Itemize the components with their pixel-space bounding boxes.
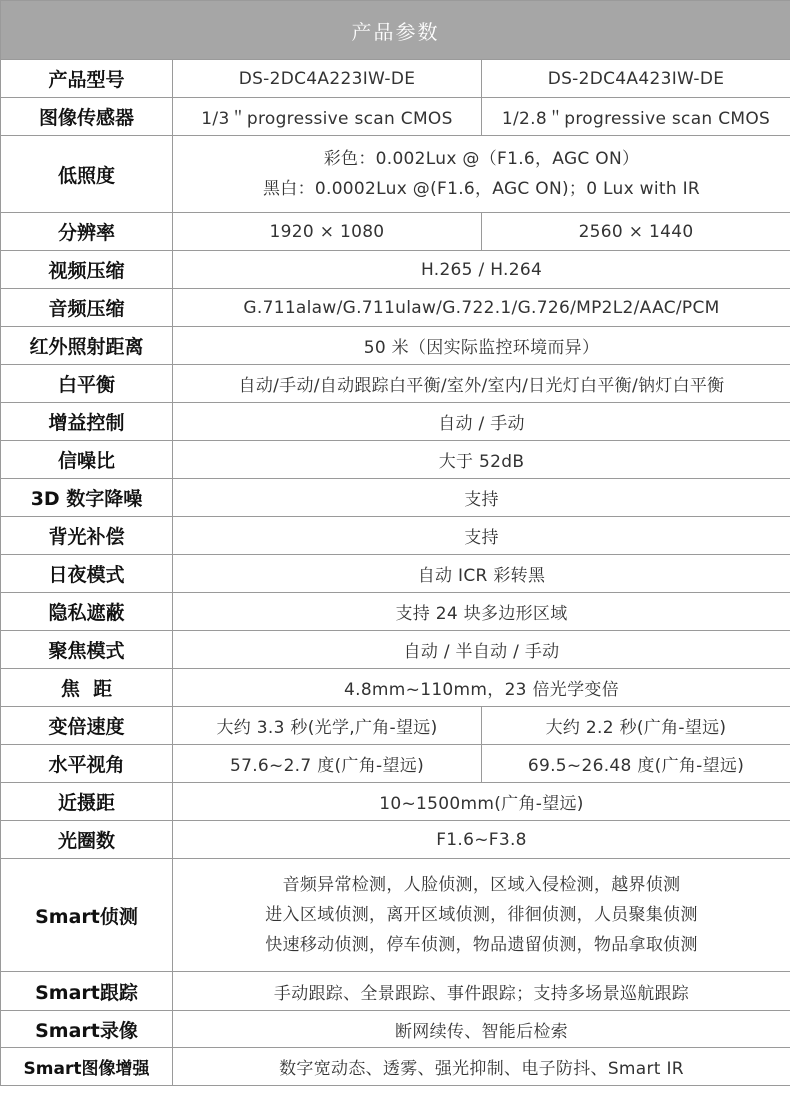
row-value: 自动/手动/自动跟踪白平衡/室外/室内/日光灯白平衡/钠灯白平衡 <box>173 365 790 403</box>
table-title: 产品参数 <box>1 1 790 60</box>
row-label: 日夜模式 <box>1 555 173 593</box>
row-value: 自动 ICR 彩转黑 <box>173 555 790 593</box>
row-blc <box>1 517 790 555</box>
row-label: 聚焦模式 <box>1 631 173 669</box>
row-video-codec <box>1 251 790 289</box>
row-label: 信噪比 <box>1 441 173 479</box>
low-light-color: 彩色：0.002Lux @（F1.6，AGC ON） <box>323 149 640 169</box>
row-label: 视频压缩 <box>1 251 173 289</box>
row-label: 白平衡 <box>1 365 173 403</box>
row-label: Smart跟踪 <box>1 972 173 1011</box>
row-value: 自动 / 半自动 / 手动 <box>173 631 790 669</box>
row-focal <box>1 669 790 707</box>
zoom-speed-value-2: 大约 2.2 秒(广角-望远) <box>482 707 790 745</box>
row-aperture <box>1 821 790 859</box>
row-label: 近摄距 <box>1 783 173 821</box>
row-resolution <box>1 213 790 251</box>
row-min-distance <box>1 783 790 821</box>
row-label: 光圈数 <box>1 821 173 859</box>
row-gain <box>1 403 790 441</box>
row-focus <box>1 631 790 669</box>
row-smart-enhance <box>1 1048 790 1086</box>
sensor-value-2: 1/2.8＂progressive scan CMOS <box>482 98 790 136</box>
row-value: G.711alaw/G.711ulaw/G.722.1/G.726/MP2L2/AAC/PCM <box>173 289 790 327</box>
smart-detect-line: 进入区域侦测，离开区域侦测，徘徊侦测，人员聚集侦测 <box>265 905 698 925</box>
row-label: 隐私遮蔽 <box>1 593 173 631</box>
row-privacy <box>1 593 790 631</box>
row-label: 低照度 <box>1 136 173 213</box>
row-label: 分辨率 <box>1 213 173 251</box>
row-smart-detect <box>1 859 790 972</box>
row-value: 50 米（因实际监控环境而异） <box>173 327 790 365</box>
row-dnr <box>1 479 790 517</box>
row-low-light <box>1 136 790 213</box>
hfov-value-2: 69.5~26.48 度(广角-望远) <box>482 745 790 783</box>
row-snr <box>1 441 790 479</box>
resolution-value-2: 2560 × 1440 <box>482 213 790 251</box>
row-value: 手动跟踪、全景跟踪、事件跟踪；支持多场景巡航跟踪 <box>173 972 790 1011</box>
row-value: 数字宽动态、透雾、强光抑制、电子防抖、Smart IR <box>173 1048 790 1086</box>
smart-detect-line: 快速移动侦测，停车侦测，物品遗留侦测，物品拿取侦测 <box>265 935 698 955</box>
row-day-night <box>1 555 790 593</box>
row-smart-track <box>1 972 790 1011</box>
row-label: 焦 距 <box>1 669 173 707</box>
row-value: 10~1500mm(广角-望远) <box>173 783 790 821</box>
row-label: 红外照射距离 <box>1 327 173 365</box>
smart-detect-line: 音频异常检测，人脸侦测，区域入侵检测，越界侦测 <box>282 875 681 895</box>
row-label: Smart侦测 <box>1 859 173 972</box>
row-audio-codec <box>1 289 790 327</box>
row-label: 3D 数字降噪 <box>1 479 173 517</box>
model-1: DS-2DC4A223IW-DE <box>173 60 482 98</box>
row-value: 自动 / 手动 <box>173 403 790 441</box>
row-value: 支持 <box>173 479 790 517</box>
resolution-value-1: 1920 × 1080 <box>173 213 482 251</box>
row-label: Smart录像 <box>1 1011 173 1048</box>
row-value: 大于 52dB <box>173 441 790 479</box>
row-value: 支持 24 块多边形区域 <box>173 593 790 631</box>
row-value: F1.6~F3.8 <box>173 821 790 859</box>
row-smart-record <box>1 1011 790 1048</box>
row-white-balance <box>1 365 790 403</box>
row-label: Smart图像增强 <box>1 1048 173 1086</box>
row-label: 增益控制 <box>1 403 173 441</box>
row-value: 断网续传、智能后检索 <box>173 1011 790 1048</box>
row-hfov <box>1 745 790 783</box>
row-label: 产品型号 <box>1 60 173 98</box>
smart-detect-value <box>173 859 790 972</box>
hfov-value-1: 57.6~2.7 度(广角-望远) <box>173 745 482 783</box>
row-value: 支持 <box>173 517 790 555</box>
row-label: 变倍速度 <box>1 707 173 745</box>
zoom-speed-value-1: 大约 3.3 秒(光学,广角-望远) <box>173 707 482 745</box>
title-row <box>1 1 790 60</box>
row-sensor <box>1 98 790 136</box>
row-model <box>1 60 790 98</box>
row-label: 音频压缩 <box>1 289 173 327</box>
row-value: 4.8mm~110mm，23 倍光学变倍 <box>173 669 790 707</box>
low-light-bw: 黑白：0.0002Lux @(F1.6，AGC ON)；0 Lux with IR <box>262 179 701 199</box>
sensor-value-1: 1/3＂progressive scan CMOS <box>173 98 482 136</box>
row-ir-range <box>1 327 790 365</box>
row-label: 水平视角 <box>1 745 173 783</box>
row-zoom-speed <box>1 707 790 745</box>
row-label: 背光补偿 <box>1 517 173 555</box>
model-2: DS-2DC4A423IW-DE <box>482 60 790 98</box>
row-label: 图像传感器 <box>1 98 173 136</box>
row-value: H.265 / H.264 <box>173 251 790 289</box>
low-light-value <box>173 136 790 213</box>
